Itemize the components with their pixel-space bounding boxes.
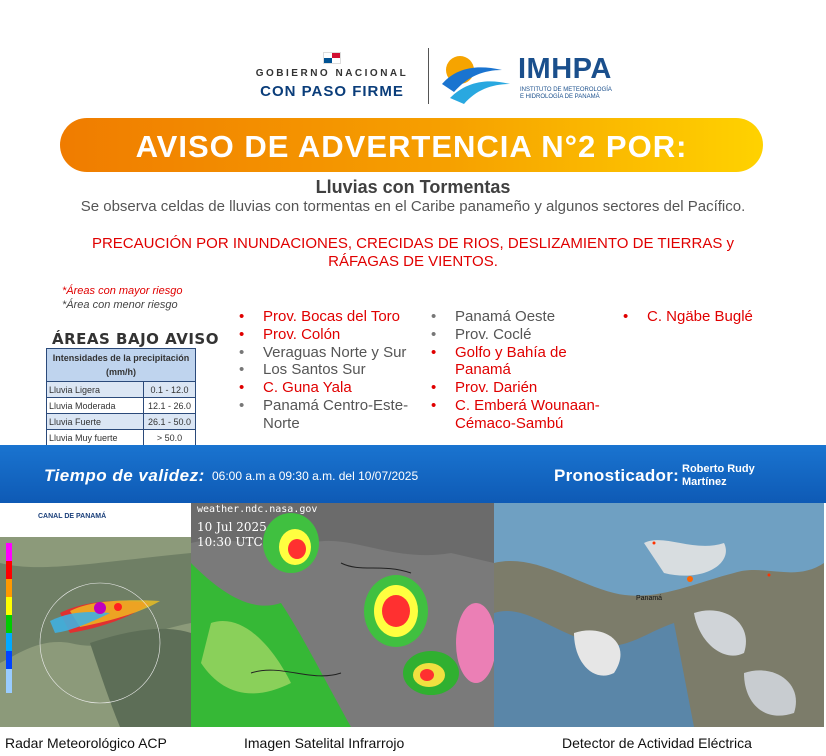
imhpa-subtitle: INSTITUTO DE METEOROLOGÍA E HIDROLOGÍA DE PANAMÁ [520, 87, 612, 100]
risk-legend-low: *Área con menor riesgo [62, 299, 178, 311]
lightning-image [494, 503, 824, 727]
satellite-source: weather.ndc.nasa.gov [197, 504, 318, 515]
list-item: • Panamá Centro-Este-Norte [239, 397, 429, 433]
table-row: Lluvia Ligera 0.1 - 12.0 [47, 382, 196, 398]
gobierno-line: GOBIERNO NACIONAL [255, 68, 409, 79]
satellite-time: 10:30 UTC [197, 535, 263, 549]
event-subtitle: Lluvias con Tormentas [315, 177, 511, 197]
satellite-image [191, 503, 494, 727]
list-item: • Prov. Darién [431, 379, 621, 397]
forecaster-label: Pronosticador: [554, 466, 680, 485]
list-item: • Los Santos Sur [239, 361, 429, 379]
gobierno-nacional-logo [248, 52, 416, 100]
list-item: • Golfo y Bahía de Panamá [431, 344, 621, 380]
precaution-text: PRECAUCIÓN POR INUNDACIONES, CRECIDAS DE RIOS, DESLIZAMIENTO DE TIERRAS y RÁFAGAS DE VIENTOS. [91, 235, 735, 270]
forecaster-name: Roberto Rudy Martínez [682, 463, 755, 488]
satellite-caption: Imagen Satelital Infrarrojo [244, 735, 405, 751]
banner-title: AVISO DE ADVERTENCIA N°2 POR: [135, 129, 688, 164]
table-row: Lluvia Fuerte 26.1 - 50.0 [47, 414, 196, 430]
logo-divider [428, 48, 429, 104]
lightning-caption: Detector de Actividad Eléctrica [562, 735, 752, 751]
imhpa-wave-icon [440, 50, 512, 106]
imhpa-logo [440, 50, 630, 106]
radar-caption: Radar Meteorológico ACP [5, 735, 167, 751]
list-item: • Prov. Colón [239, 326, 429, 344]
con-paso-firme: CON PASO FIRME [260, 83, 404, 100]
list-item: • Prov. Bocas del Toro [239, 308, 429, 326]
imhpa-title: IMHPA [518, 53, 612, 85]
list-item: • C. Emberá Wounaan-Cémaco-Sambú [431, 397, 621, 433]
table-row: Lluvia Muy fuerte > 50.0 [47, 430, 196, 446]
warning-banner [60, 118, 763, 172]
panama-flag-icon [323, 52, 341, 64]
list-item: • Panamá Oeste [431, 308, 621, 326]
map-label: Panamá [636, 595, 663, 602]
event-description: Se observa celdas de lluvias con tormentas en el Caribe panameño y algunos sectores del Pacífico. [80, 198, 746, 215]
areas-title: ÁREAS BAJO AVISO [52, 330, 219, 348]
list-item: • C. Ngäbe Buglé [623, 308, 813, 326]
risk-legend-high: *Áreas con mayor riesgo [62, 285, 183, 297]
intensity-table-header: Intensidades de la precipitación (mm/h) [47, 349, 196, 382]
radar-image [0, 503, 191, 727]
validity-value: 06:00 a.m a 09:30 a.m. del 10/07/2025 [212, 469, 419, 483]
validity-label: Tiempo de validez: [44, 466, 205, 485]
intensity-table [46, 348, 196, 446]
table-row: Lluvia Moderada 12.1 - 26.0 [47, 398, 196, 414]
areas-list-col2 [431, 308, 621, 433]
satellite-date: 10 Jul 2025 [197, 520, 267, 534]
list-item: • Prov. Coclé [431, 326, 621, 344]
areas-list-col3 [623, 308, 813, 326]
list-item: • Veraguas Norte y Sur [239, 344, 429, 362]
areas-list-col1 [239, 308, 429, 433]
list-item: • C. Guna Yala [239, 379, 429, 397]
radar-brand: CANAL DE PANAMÁ [38, 513, 107, 520]
